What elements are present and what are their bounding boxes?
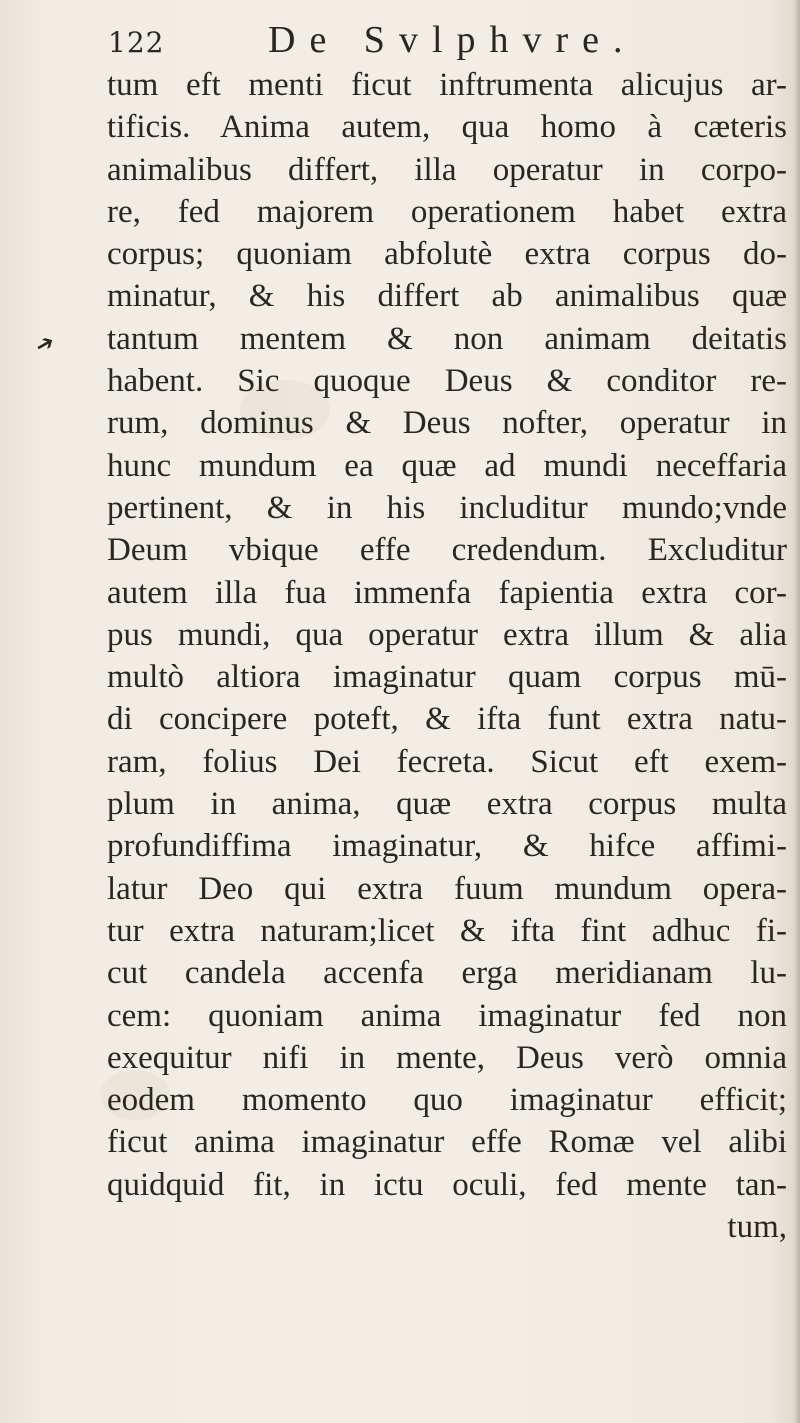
page-edge-shadow	[794, 0, 800, 1423]
text-line: minatur, & his differt ab animalibus quæ	[107, 278, 787, 315]
text-line: tum eft menti ficut inftrumenta alicujus ar-	[107, 67, 787, 103]
text-line: animalibus differt, illa operatur in corpo-	[107, 151, 787, 188]
text-line: pertinent, & in his includitur mundo;vnde	[107, 489, 787, 526]
text-line: hunc mundum ea quæ ad mundi neceffaria	[107, 447, 787, 484]
catchword: tum,	[727, 1209, 787, 1246]
text-line: tantum mentem & non animam deitatis	[107, 320, 787, 357]
text-line: ram, folius Dei fecreta. Sicut eft exem-	[107, 743, 787, 780]
text-line: cem: quoniam anima imaginatur fed non	[107, 997, 787, 1034]
page-header	[108, 18, 668, 64]
running-head: De Svlphvre.	[268, 19, 637, 61]
text-line: Deum vbique effe credendum. Excluditur	[107, 532, 787, 569]
body-text	[107, 64, 787, 1248]
text-line: tur extra naturam;licet & ifta fint adhuc fi-	[107, 912, 787, 949]
text-line: plum in anima, quæ extra corpus multa	[107, 786, 787, 823]
text-line: ficut anima imaginatur effe Romæ vel alibi	[107, 1124, 787, 1161]
text-line: latur Deo qui extra fuum mundum opera-	[107, 870, 787, 907]
text-line: re, fed majorem operationem habet extra	[107, 193, 787, 230]
text-line: eodem momento quo imaginatur efficit;	[107, 1082, 787, 1119]
text-line: cut candela accenfa erga meridianam lu-	[107, 955, 787, 992]
text-line: autem illa fua immenfa fapientia extra cor-	[107, 574, 787, 611]
text-line: habent. Sic quoque Deus & conditor re-	[107, 363, 787, 400]
text-line: corpus; quoniam abfolutè extra corpus do-	[107, 236, 787, 273]
text-line: multò altiora imaginatur quam corpus mū-	[107, 659, 787, 696]
text-line: profundiffima imaginatur, & hifce affimi-	[107, 828, 787, 865]
text-line: di concipere poteft, & ifta funt extra natu-	[107, 701, 787, 738]
text-line: quidquid fit, in ictu oculi, fed mente tan-	[107, 1166, 787, 1203]
text-line: pus mundi, qua operatur extra illum & alia	[107, 616, 787, 653]
text-line: exequitur nifi in mente, Deus verò omnia	[107, 1039, 787, 1076]
text-line: tificis. Anima autem, qua homo à cæteris	[107, 109, 787, 146]
margin-arrow-icon: ➔	[30, 329, 60, 360]
page-number: 122	[108, 26, 165, 59]
text-line: rum, dominus & Deus nofter, operatur in	[107, 405, 787, 442]
